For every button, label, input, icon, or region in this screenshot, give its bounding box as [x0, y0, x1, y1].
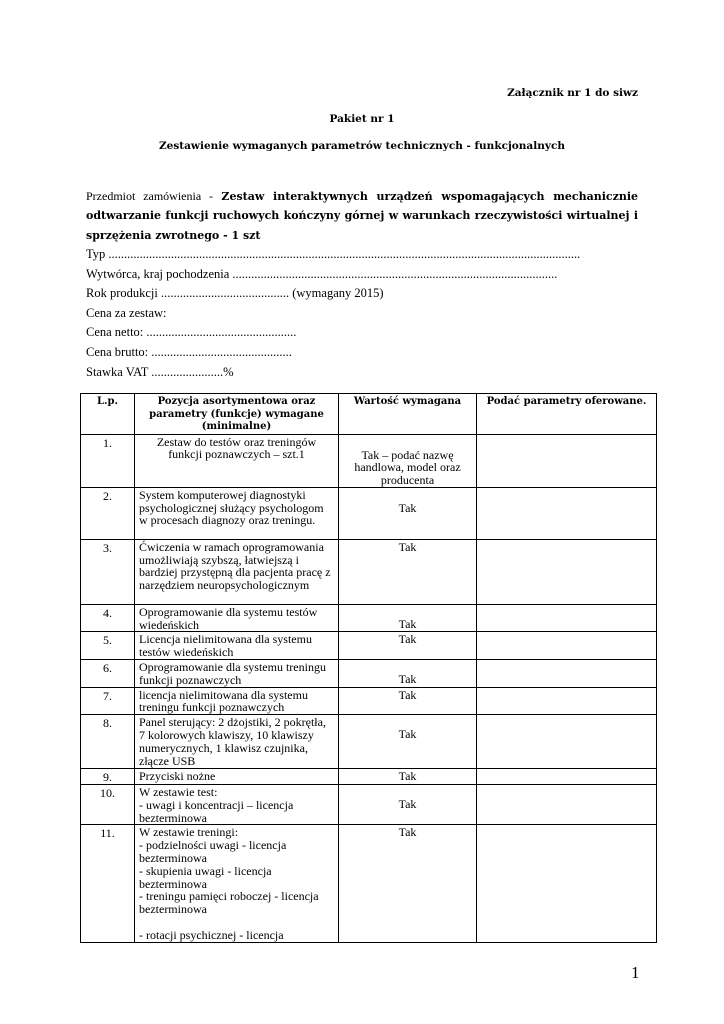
package-title: Pakiet nr 1: [329, 113, 395, 125]
row-required-value: Tak: [339, 487, 477, 539]
row-required-value: Tak – podać nazwę handlowa, model oraz producenta: [339, 434, 477, 487]
row-lp: 9.: [81, 769, 135, 785]
row-position: Przyciski nożne: [135, 769, 339, 785]
header-position: Pozycja asortymentowa oraz parametry (funkcje) wymagane (minimalne): [135, 394, 339, 435]
order-subject-text: Zestaw interaktywnych urządzeń wspomagających mechanicznie odtwarzanie funkcji ruchowych kończyny górnej w warunkach rzeczywistości wirtualnej i sprzężenia zwrotnego - 1 szt: [86, 190, 638, 242]
table-row: [81, 434, 657, 487]
row-offered-cell[interactable]: [477, 487, 657, 539]
row-position: licencja nielimitowana dla systemu treningu funkcji poznawczych: [135, 687, 339, 715]
header-lp: L.p.: [81, 394, 135, 435]
net-price-field: Cena netto: ................................................: [86, 325, 297, 340]
row-lp: 7.: [81, 687, 135, 715]
type-field: Typ .......................................................................................................................................................: [86, 247, 581, 261]
row-lp: 4.: [81, 604, 135, 632]
row-position: Zestaw do testów oraz treningów funkcji poznawczych – szt.1: [135, 434, 339, 487]
row-required-value: Tak: [339, 632, 477, 660]
row-lp: 5.: [81, 632, 135, 660]
offer-fields: [86, 245, 646, 382]
parameters-table: [80, 393, 657, 943]
table-row: [81, 487, 657, 539]
row-required-value: Tak: [339, 769, 477, 785]
row-position: Oprogramowanie dla systemu treningu funkcji poznawczych: [135, 660, 339, 688]
row-lp: 1.: [81, 434, 135, 487]
order-subject: [86, 187, 638, 245]
row-required-value: Tak: [339, 715, 477, 769]
row-offered-cell[interactable]: [477, 785, 657, 825]
row-required-value: Tak: [339, 785, 477, 825]
header-required-value: Wartość wymagana: [339, 394, 477, 435]
gross-price-field: Cena brutto: .............................................: [86, 344, 292, 359]
row-position: Ćwiczenia w ramach oprogramowania umożliwiają szybszą, łatwiejszą i bardziej przystępną dla pacjenta pracę z narzędziem neuropsychologicznym: [135, 539, 339, 604]
table-row: [81, 539, 657, 604]
row-lp: 2.: [81, 487, 135, 539]
page-number: 1: [631, 963, 640, 982]
row-required-value: Tak: [339, 539, 477, 604]
row-offered-cell[interactable]: [477, 434, 657, 487]
price-set-label: Cena za zestaw:: [86, 305, 167, 320]
row-required-value: Tak: [339, 604, 477, 632]
row-offered-cell[interactable]: [477, 539, 657, 604]
row-lp: 10.: [81, 785, 135, 825]
row-lp: 6.: [81, 660, 135, 688]
row-position: Licencja nielimitowana dla systemu testów wiedeńskich: [135, 632, 339, 660]
document-title: Zestawienie wymaganych parametrów technicznych - funkcjonalnych: [159, 140, 565, 152]
row-lp: 11.: [81, 825, 135, 942]
row-offered-cell[interactable]: [477, 660, 657, 688]
row-offered-cell[interactable]: [477, 604, 657, 632]
table-row: [81, 715, 657, 769]
row-position: Oprogramowanie dla systemu testów wiedeńskich: [135, 604, 339, 632]
row-position: System komputerowej diagnostyki psychologicznej służący psychologom w procesach diagnozy oraz treningu.: [135, 487, 339, 539]
table-row: [81, 687, 657, 715]
table-row: [81, 660, 657, 688]
attachment-label: Załącznik nr 1 do siwz: [507, 87, 638, 99]
row-offered-cell[interactable]: [477, 715, 657, 769]
table-row: [81, 769, 657, 785]
row-offered-cell[interactable]: [477, 769, 657, 785]
row-offered-cell[interactable]: [477, 687, 657, 715]
vat-rate-field: Stawka VAT .......................%: [86, 364, 234, 379]
table-row: [81, 632, 657, 660]
row-required-value: Tak: [339, 687, 477, 715]
row-position: W zestawie test: - uwagi i koncentracji – licencja bezterminowa: [135, 785, 339, 825]
row-offered-cell[interactable]: [477, 825, 657, 942]
manufacturer-field: Wytwórca, kraj pochodzenia ........................................................................................................: [86, 266, 558, 281]
row-lp: 8.: [81, 715, 135, 769]
table-row: [81, 825, 657, 942]
table-row: [81, 604, 657, 632]
row-position: Panel sterujący: 2 dżojstiki, 2 pokrętła, 7 kolorowych klawiszy, 10 klawiszy numerycznych, 1 klawisz czujnika, złącze USB: [135, 715, 339, 769]
order-subject-label: Przedmiot zamówienia -: [86, 189, 214, 203]
row-required-value: Tak: [339, 825, 477, 942]
row-position: W zestawie treningi: - podzielności uwagi - licencja bezterminowa - skupienia uwagi - licencja bezterminowa - treningu pamięci roboczej - licencja bezterminowa - rotacji psychicznej - licencja: [135, 825, 339, 942]
row-offered-cell[interactable]: [477, 632, 657, 660]
table-header-row: [81, 394, 657, 435]
row-lp: 3.: [81, 539, 135, 604]
production-year-field: Rok produkcji ......................................... (wymagany 2015): [86, 286, 384, 301]
table-row: [81, 785, 657, 825]
row-required-value: Tak: [339, 660, 477, 688]
header-offered-parameters: Podać parametry oferowane.: [477, 394, 657, 435]
